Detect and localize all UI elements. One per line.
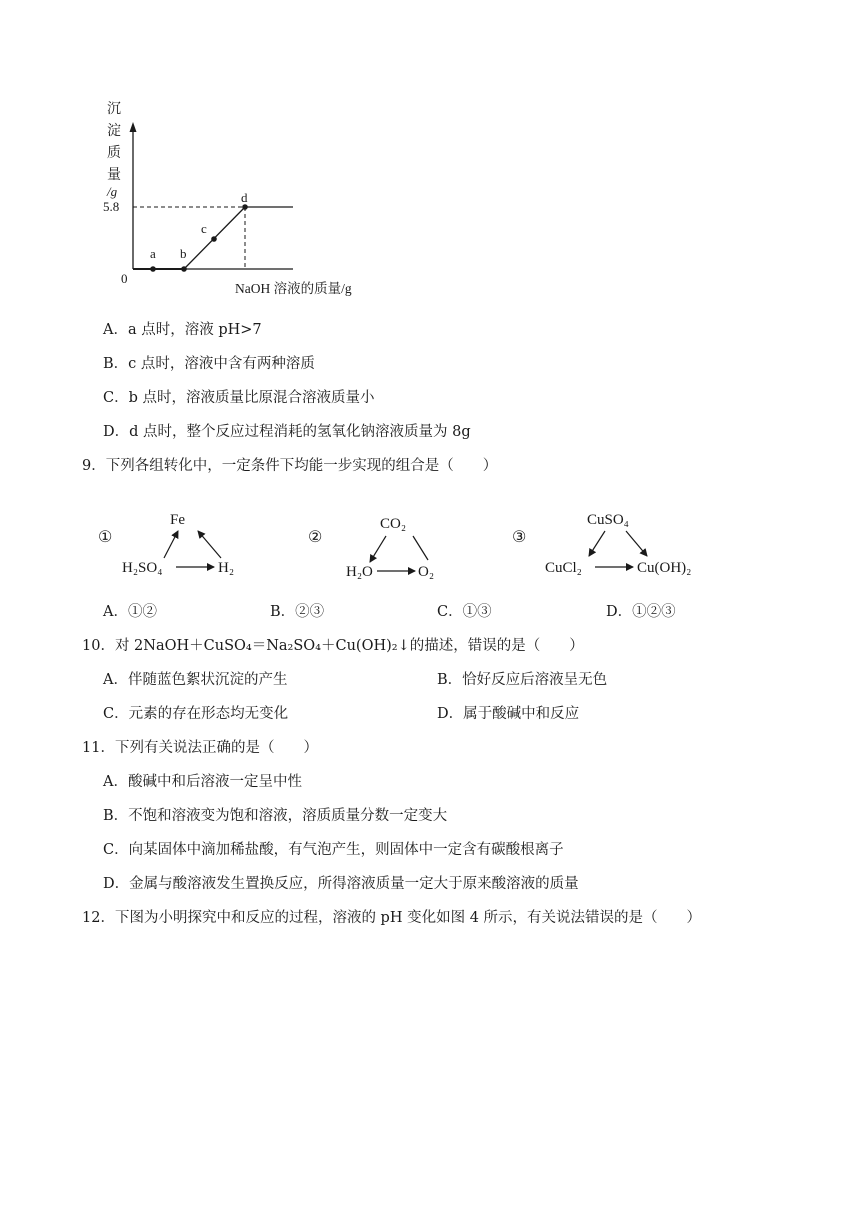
x-axis-label: NaOH 溶液的质量/g bbox=[235, 281, 352, 296]
y-axis-label-char: 质 bbox=[107, 145, 121, 161]
point-d bbox=[242, 204, 248, 210]
origin-label: 0 bbox=[121, 271, 128, 286]
arrow-cuso4-to-cuoh2 bbox=[626, 531, 647, 556]
q8-option-a: A．a 点时，溶液 pH>7 bbox=[103, 322, 262, 338]
q9-option-a: A．①② bbox=[103, 604, 157, 620]
point-b bbox=[181, 266, 187, 272]
q9-option-c: C．①③ bbox=[437, 604, 492, 620]
q8-option-d: D．d 点时，整个反应过程消耗的氢氧化钠溶液质量为 8g bbox=[103, 424, 471, 440]
arrow-cuso4-to-cucl2 bbox=[589, 531, 605, 556]
arrow-h2so4-to-fe bbox=[164, 531, 178, 558]
q10-option-b: B．恰好反应后溶液呈无色 bbox=[437, 672, 608, 688]
point-a bbox=[150, 266, 156, 272]
y-axis-label-char: 量 bbox=[107, 167, 121, 183]
q12-stem: 12．下图为小明探究中和反应的过程，溶液的 pH 变化如图 4 所示，有关说法错误的是（ ） bbox=[82, 910, 702, 926]
group-1-number: ① bbox=[98, 529, 113, 546]
group-2-left: H₂O bbox=[346, 564, 373, 580]
group-3-right: Cu(OH)₂ bbox=[637, 560, 692, 576]
q11-option-d: D．金属与酸溶液发生置换反应，所得溶液质量一定大于原来酸溶液的质量 bbox=[103, 876, 579, 892]
point-c-label: c bbox=[201, 221, 207, 236]
group-3-left: CuCl₂ bbox=[545, 560, 582, 576]
point-d-label: d bbox=[241, 190, 248, 205]
line-co2-o2 bbox=[413, 536, 428, 560]
group-2-top: CO₂ bbox=[380, 516, 407, 532]
point-b-label: b bbox=[180, 246, 187, 261]
group-1-top: Fe bbox=[170, 512, 185, 528]
precipitate-mass-graph bbox=[95, 95, 365, 305]
q10-option-d: D．属于酸碱中和反应 bbox=[437, 706, 580, 722]
q11-stem: 11．下列有关说法正确的是（ ） bbox=[82, 740, 318, 756]
y-axis-arrow bbox=[130, 122, 137, 132]
y-axis-unit: /g bbox=[107, 184, 118, 199]
y-axis-label-char: 淀 bbox=[107, 123, 121, 139]
y-axis-label-char: 沉 bbox=[107, 101, 121, 117]
q8-option-c: C．b 点时，溶液质量比原混合溶液质量小 bbox=[103, 390, 375, 406]
q11-option-c: C．向某固体中滴加稀盐酸，有气泡产生，则固体中一定含有碳酸根离子 bbox=[103, 842, 564, 858]
group-1-right: H₂ bbox=[218, 560, 235, 576]
point-c bbox=[211, 236, 217, 242]
q11-option-b: B．不饱和溶液变为饱和溶液，溶质质量分数一定变大 bbox=[103, 808, 448, 824]
q8-option-b: B．c 点时，溶液中含有两种溶质 bbox=[103, 356, 315, 372]
q10-option-a: A．伴随蓝色絮状沉淀的产生 bbox=[103, 672, 288, 688]
arrow-h2-to-fe bbox=[198, 531, 221, 558]
point-a-label: a bbox=[150, 246, 156, 261]
q9-option-d: D．①②③ bbox=[606, 604, 676, 620]
q10-option-c: C．元素的存在形态均无变化 bbox=[103, 706, 289, 722]
q9-stem: 9．下列各组转化中，一定条件下均能一步实现的组合是（ ） bbox=[82, 458, 498, 474]
group-3-top: CuSO₄ bbox=[587, 512, 629, 528]
q9-conversion-diagrams bbox=[90, 500, 720, 590]
y-tick-label: 5.8 bbox=[103, 199, 120, 214]
q10-stem: 10．对 2NaOH＋CuSO₄＝Na₂SO₄＋Cu(OH)₂↓的描述，错误的是（ ） bbox=[82, 638, 584, 654]
arrow-co2-to-h2o bbox=[370, 536, 386, 562]
group-2-number: ② bbox=[308, 529, 323, 546]
group-2-right: O₂ bbox=[418, 564, 435, 580]
q11-option-a: A．酸碱中和后溶液一定呈中性 bbox=[103, 774, 302, 790]
q9-option-b: B．②③ bbox=[270, 604, 325, 620]
group-1-left: H₂SO₄ bbox=[122, 560, 163, 576]
group-3-number: ③ bbox=[512, 529, 527, 546]
